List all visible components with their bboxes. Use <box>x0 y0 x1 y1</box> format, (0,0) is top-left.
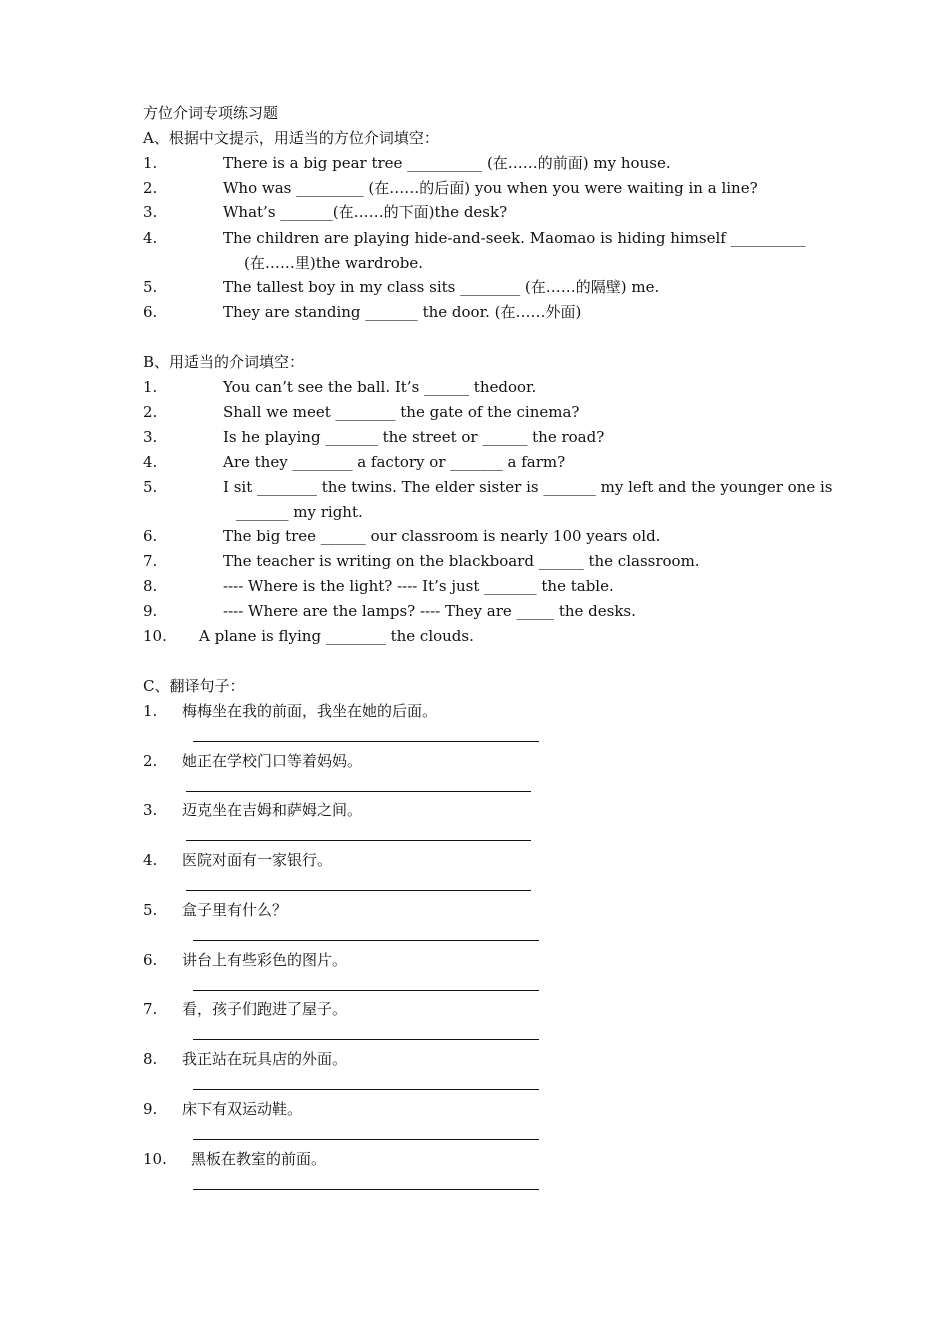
item-number: 4. <box>143 851 158 869</box>
item-number: 7. <box>143 552 158 570</box>
section-c-item <box>0 800 950 820</box>
section-b-item <box>0 377 950 397</box>
item-number: 6. <box>143 527 158 545</box>
item-number: 1. <box>143 378 158 396</box>
section-c-item <box>0 999 950 1019</box>
answer-line[interactable] <box>186 791 531 792</box>
item-number: 3. <box>143 801 158 819</box>
item-text: I sit ________ the twins. The elder sister is _______ my left and the younger one is <box>223 478 833 496</box>
item-text: There is a big pear tree __________ (在……的前面) my house. <box>223 154 671 172</box>
section-a-heading: A、根据中文提示，用适当的方位介词填空： <box>143 129 439 147</box>
item-text: Are they ________ a factory or _______ a farm? <box>223 453 566 471</box>
item-number: 8. <box>143 577 158 595</box>
section-c-item <box>0 850 950 870</box>
item-text: 迈克坐在吉姆和萨姆之间。 <box>182 801 363 819</box>
item-text: What’s _______(在……的下面)the desk? <box>223 203 508 221</box>
item-text: The teacher is writing on the blackboard ______ the classroom. <box>223 552 700 570</box>
section-a-item <box>0 302 950 322</box>
section-b-item <box>0 452 950 472</box>
section-b-item <box>0 576 950 596</box>
item-text: 看，孩子们跑进了屋子。 <box>182 1000 348 1018</box>
section-b-item <box>0 601 950 621</box>
section-b-item <box>0 427 950 447</box>
section-b-item <box>0 551 950 571</box>
item-text: They are standing _______ the door. (在……外面) <box>223 303 582 321</box>
item-text: 医院对面有一家银行。 <box>182 851 333 869</box>
item-number: 5. <box>143 478 158 496</box>
section-c-item <box>0 1049 950 1069</box>
answer-line[interactable] <box>193 741 539 742</box>
section-a-item <box>0 202 950 222</box>
section-c-item <box>0 950 950 970</box>
item-number: 4. <box>143 453 158 471</box>
section-c-item <box>0 900 950 920</box>
section-b-item <box>0 402 950 422</box>
item-text: 讲台上有些彩色的图片。 <box>182 951 348 969</box>
section-c-item <box>0 1099 950 1119</box>
answer-line[interactable] <box>186 840 531 841</box>
item-text: The children are playing hide-and-seek. Maomao is hiding himself __________ <box>223 229 806 247</box>
section-a-item <box>0 178 950 198</box>
item-number: 2. <box>143 179 158 197</box>
item-text: The tallest boy in my class sits ________ (在……的隔壁) me. <box>223 278 660 296</box>
item-number: 6. <box>143 303 158 321</box>
item-number: 8. <box>143 1050 158 1068</box>
section-a-item <box>0 228 950 248</box>
item-text: Shall we meet ________ the gate of the cinema? <box>223 403 580 421</box>
section-a-item <box>0 153 950 173</box>
item-text: 床下有双运动鞋。 <box>182 1100 303 1118</box>
item-continuation-text: (在……里)the wardrobe. <box>244 254 424 272</box>
section-c-item <box>0 1149 950 1169</box>
section-a-item-continuation <box>0 253 950 273</box>
section-c-heading: C、翻译句子： <box>143 677 245 695</box>
item-text: 梅梅坐在我的前面，我坐在她的后面。 <box>182 702 438 720</box>
item-number: 1. <box>143 154 158 172</box>
section-b-heading: B、用适当的介词填空： <box>143 353 305 371</box>
answer-line[interactable] <box>193 1139 539 1140</box>
item-number: 2. <box>143 752 158 770</box>
item-number: 5. <box>143 278 158 296</box>
item-number: 4. <box>143 229 158 247</box>
item-text: 黑板在教室的前面。 <box>191 1150 327 1168</box>
item-number: 10. <box>143 627 167 645</box>
item-number: 2. <box>143 403 158 421</box>
section-b-item <box>0 477 950 497</box>
answer-line[interactable] <box>193 940 539 941</box>
item-number: 5. <box>143 901 158 919</box>
answer-line[interactable] <box>186 890 531 891</box>
section-c-item <box>0 751 950 771</box>
answer-line[interactable] <box>193 1089 539 1090</box>
item-number: 3. <box>143 203 158 221</box>
item-text: A plane is flying ________ the clouds. <box>199 627 474 645</box>
item-text: 盒子里有什么？ <box>182 901 288 919</box>
item-text: ---- Where are the lamps? ---- They are _____ the desks. <box>223 602 636 620</box>
section-b-item-continuation <box>0 502 950 522</box>
item-text: Is he playing _______ the street or ______ the road? <box>223 428 605 446</box>
section-c-item <box>0 701 950 721</box>
item-number: 3. <box>143 428 158 446</box>
item-number: 10. <box>143 1150 167 1168</box>
section-a-item <box>0 277 950 297</box>
answer-line[interactable] <box>193 1189 539 1190</box>
item-text: 我正站在玩具店的外面。 <box>182 1050 348 1068</box>
item-continuation-text: _______ my right. <box>236 503 363 521</box>
item-number: 7. <box>143 1000 158 1018</box>
section-b-item <box>0 626 950 646</box>
item-text: The big tree ______ our classroom is nearly 100 years old. <box>223 527 661 545</box>
item-number: 6. <box>143 951 158 969</box>
item-number: 1. <box>143 702 158 720</box>
item-text: You can’t see the ball. It’s ______ thedoor. <box>223 378 537 396</box>
item-number: 9. <box>143 602 158 620</box>
item-text: Who was _________ (在……的后面) you when you were waiting in a line? <box>223 179 758 197</box>
item-text: 她正在学校门口等着妈妈。 <box>182 752 363 770</box>
answer-line[interactable] <box>193 990 539 991</box>
item-text: ---- Where is the light? ---- It’s just _______ the table. <box>223 577 614 595</box>
item-number: 9. <box>143 1100 158 1118</box>
section-b-item <box>0 526 950 546</box>
answer-line[interactable] <box>193 1039 539 1040</box>
page-title: 方位介词专项练习题 <box>143 104 279 122</box>
